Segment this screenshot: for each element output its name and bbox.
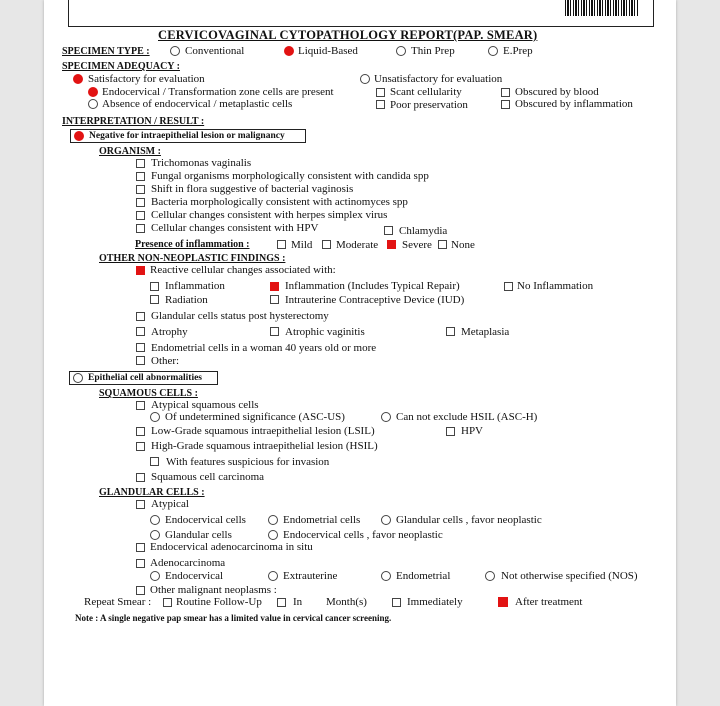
glandular-post-text: Glandular cells status post hysterectomy <box>151 310 329 322</box>
specimen-type-label: SPECIMEN TYPE : <box>62 46 150 57</box>
asc-us-text: Of undetermined significance (ASC-US) <box>165 411 345 423</box>
adequacy-label: SPECIMEN ADEQUACY : <box>62 61 180 72</box>
inflammation-text: Inflammation <box>165 280 225 292</box>
checkbox-inflammation-typical[interactable] <box>270 282 279 291</box>
hpv-text: HPV <box>461 425 484 437</box>
checkbox-invasion[interactable] <box>150 457 159 466</box>
after-treatment-text: After treatment <box>515 596 583 608</box>
checkbox-organism-5[interactable] <box>136 211 145 220</box>
adeno-nos-text: Not otherwise specified (NOS) <box>501 570 638 582</box>
adeno-endometrial-text: Endometrial <box>396 570 451 582</box>
checkbox-organism-3[interactable] <box>136 185 145 194</box>
checkbox-radiation[interactable] <box>150 295 159 304</box>
radio-endocervical-present[interactable] <box>88 87 98 97</box>
header-box <box>68 0 654 27</box>
endocervical-cells-text: Endocervical cells <box>165 514 246 526</box>
checkbox-mild[interactable] <box>277 240 286 249</box>
radio-unsatisfactory[interactable] <box>360 74 370 84</box>
epithelial-text: Epithelial cell abnormalities <box>88 373 202 383</box>
hsil-text: High-Grade squamous intraepithelial lesion (HSIL) <box>151 440 378 452</box>
radio-adeno-nos[interactable] <box>485 571 495 581</box>
atrophic-vaginitis-text: Atrophic vaginitis <box>285 326 365 338</box>
adeno-endocervical-text: Endocervical <box>165 570 224 582</box>
immediately-text: Immediately <box>407 596 463 608</box>
atypical-squamous-text: Atypical squamous cells <box>151 399 259 411</box>
radio-asc-h[interactable] <box>381 412 391 422</box>
checkbox-scant[interactable] <box>376 88 385 97</box>
checkbox-other-malignant[interactable] <box>136 586 145 595</box>
other-findings-label: OTHER NON-NEOPLASTIC FINDINGS : <box>99 253 286 264</box>
organism-3: Shift in flora suggestive of bacterial vaginosis <box>151 183 354 195</box>
endometrial-40-text: Endometrial cells in a woman 40 years old or more <box>151 342 377 354</box>
radio-conventional[interactable] <box>170 46 180 56</box>
organism-2: Fungal organisms morphologically consistent with candida spp <box>151 170 429 182</box>
repeat-label: Repeat Smear : <box>84 596 152 608</box>
checkbox-atrophy[interactable] <box>136 327 145 336</box>
iud-text: Intrauterine Contraceptive Device (IUD) <box>285 294 465 306</box>
checkbox-atypical-squamous[interactable] <box>136 401 145 410</box>
months-text: Month(s) <box>326 596 367 608</box>
glandular-label: GLANDULAR CELLS : <box>99 487 205 498</box>
mild-text: Mild <box>291 239 313 251</box>
checkbox-hpv[interactable] <box>446 427 455 436</box>
reactive-text: Reactive cellular changes associated with: <box>150 264 336 276</box>
checkbox-metaplasia[interactable] <box>446 327 455 336</box>
checkbox-other[interactable] <box>136 356 145 365</box>
checkbox-adenocarcinoma[interactable] <box>136 559 145 568</box>
organism-label: ORGANISM : <box>99 146 161 157</box>
radiation-text: Radiation <box>165 294 208 306</box>
radio-asc-us[interactable] <box>150 412 160 422</box>
checkbox-adeno-in-situ[interactable] <box>136 543 145 552</box>
checkbox-organism-1[interactable] <box>136 159 145 168</box>
checkbox-atypical-glandular[interactable] <box>136 500 145 509</box>
none-text: None <box>451 239 475 251</box>
checkbox-iud[interactable] <box>270 295 279 304</box>
negative-text: Negative for intraepithelial lesion or malignancy <box>89 131 285 141</box>
note-text: Note : A single negative pap smear has a limited value in cervical cancer screening. <box>75 613 392 623</box>
checkbox-organism-2[interactable] <box>136 172 145 181</box>
radio-adeno-endometrial[interactable] <box>381 571 391 581</box>
barcode-icon <box>565 0 639 16</box>
organism-6: Cellular changes consistent with HPV <box>151 222 319 234</box>
organism-5: Cellular changes consistent with herpes simplex virus <box>151 209 388 221</box>
option-thin-prep: Thin Prep <box>411 45 455 57</box>
radio-epithelial[interactable] <box>73 373 83 383</box>
chlamydia-text: Chlamydia <box>399 225 448 237</box>
radio-thin-prep[interactable] <box>396 46 406 56</box>
squamous-label: SQUAMOUS CELLS : <box>99 388 198 399</box>
routine-text: Routine Follow-Up <box>176 596 262 608</box>
adeno-in-situ-text: Endocervical adenocarcinoma in situ <box>150 541 313 553</box>
checkbox-scc[interactable] <box>136 473 145 482</box>
radio-e-prep[interactable] <box>488 46 498 56</box>
scc-text: Squamous cell carcinoma <box>151 471 265 483</box>
checkbox-no-inflammation[interactable] <box>504 282 513 291</box>
lsil-text: Low-Grade squamous intraepithelial lesion (LSIL) <box>151 425 375 437</box>
severe-text: Severe <box>402 239 432 251</box>
radio-satisfactory[interactable] <box>73 74 83 84</box>
presence-label: Presence of inflammation : <box>135 239 250 250</box>
option-conventional: Conventional <box>185 45 245 57</box>
checkbox-endometrial-40[interactable] <box>136 343 145 352</box>
radio-endocervical-cells[interactable] <box>150 515 160 525</box>
metaplasia-text: Metaplasia <box>461 326 510 338</box>
option-e-prep: E.Prep <box>503 45 533 57</box>
endometrial-cells-text: Endometrial cells <box>283 514 361 526</box>
option-liquid-based: Liquid-Based <box>298 45 358 57</box>
checkbox-after-treatment[interactable] <box>498 597 508 607</box>
checkbox-inflammation[interactable] <box>150 282 159 291</box>
satisfactory-text: Satisfactory for evaluation <box>88 73 205 85</box>
inflammation-typical-text: Inflammation (Includes Typical Repair) <box>285 280 460 292</box>
checkbox-immediately[interactable] <box>392 598 401 607</box>
checkbox-atrophic-vaginitis[interactable] <box>270 327 279 336</box>
glandular-favor-text: Glandular cells , favor neoplastic <box>396 514 542 526</box>
obscured-inflammation-text: Obscured by inflammation <box>515 98 633 110</box>
other-text: Other: <box>151 355 180 367</box>
checkbox-lsil[interactable] <box>136 427 145 436</box>
checkbox-in[interactable] <box>277 598 286 607</box>
checkbox-chlamydia[interactable] <box>384 226 393 235</box>
obscured-blood-text: Obscured by blood <box>515 86 599 98</box>
checkbox-none[interactable] <box>438 240 447 249</box>
radio-endocervical-favor[interactable] <box>268 530 278 540</box>
checkbox-reactive[interactable] <box>136 266 145 275</box>
adenocarcinoma-text: Adenocarcinoma <box>150 557 226 569</box>
other-malignant-text: Other malignant neoplasms : <box>150 584 277 596</box>
checkbox-obscured-blood[interactable] <box>501 88 510 97</box>
poor-preservation-text: Poor preservation <box>390 99 468 111</box>
radio-glandular-cells[interactable] <box>150 530 160 540</box>
endocervical-favor-text: Endocervical cells , favor neoplastic <box>283 529 443 541</box>
radio-adeno-endocervical[interactable] <box>150 571 160 581</box>
in-text: In <box>293 596 303 608</box>
organism-4: Bacteria morphologically consistent with actinomyces spp <box>151 196 408 208</box>
adeno-extrauterine-text: Extrauterine <box>283 570 338 582</box>
glandular-cells-text: Glandular cells <box>165 529 232 541</box>
checkbox-glandular-post[interactable] <box>136 312 145 321</box>
report-title: CERVICOVAGINAL CYTOPATHOLOGY REPORT(PAP. SMEAR) <box>158 28 538 42</box>
atypical-glandular-text: Atypical <box>151 498 189 510</box>
checkbox-poor-preservation[interactable] <box>376 100 385 109</box>
checkbox-moderate[interactable] <box>322 240 331 249</box>
radio-negative[interactable] <box>74 131 84 141</box>
radio-endocervical-absent[interactable] <box>88 99 98 109</box>
atrophy-text: Atrophy <box>151 326 188 338</box>
radio-glandular-favor[interactable] <box>381 515 391 525</box>
checkbox-organism-6[interactable] <box>136 224 145 233</box>
checkbox-organism-4[interactable] <box>136 198 145 207</box>
checkbox-obscured-inflammation[interactable] <box>501 100 510 109</box>
no-inflammation-text: No Inflammation <box>517 280 594 292</box>
asc-h-text: Can not exclude HSIL (ASC-H) <box>396 411 538 423</box>
checkbox-hsil[interactable] <box>136 442 145 451</box>
checkbox-severe[interactable] <box>387 240 396 249</box>
organism-1: Trichomonas vaginalis <box>151 157 252 169</box>
radio-liquid-based[interactable] <box>284 46 294 56</box>
endocervical-absent-text: Absence of endocervical / metaplastic cells <box>102 98 293 110</box>
scant-text: Scant cellularity <box>390 86 462 98</box>
radio-adeno-extrauterine[interactable] <box>268 571 278 581</box>
unsatisfactory-text: Unsatisfactory for evaluation <box>374 73 503 85</box>
moderate-text: Moderate <box>336 239 379 251</box>
invasion-text: With features suspicious for invasion <box>166 456 330 468</box>
endocervical-present-text: Endocervical / Transformation zone cells are present <box>102 86 334 98</box>
interpretation-label: INTERPRETATION / RESULT : <box>62 116 205 127</box>
radio-endometrial-cells[interactable] <box>268 515 278 525</box>
checkbox-routine[interactable] <box>163 598 172 607</box>
